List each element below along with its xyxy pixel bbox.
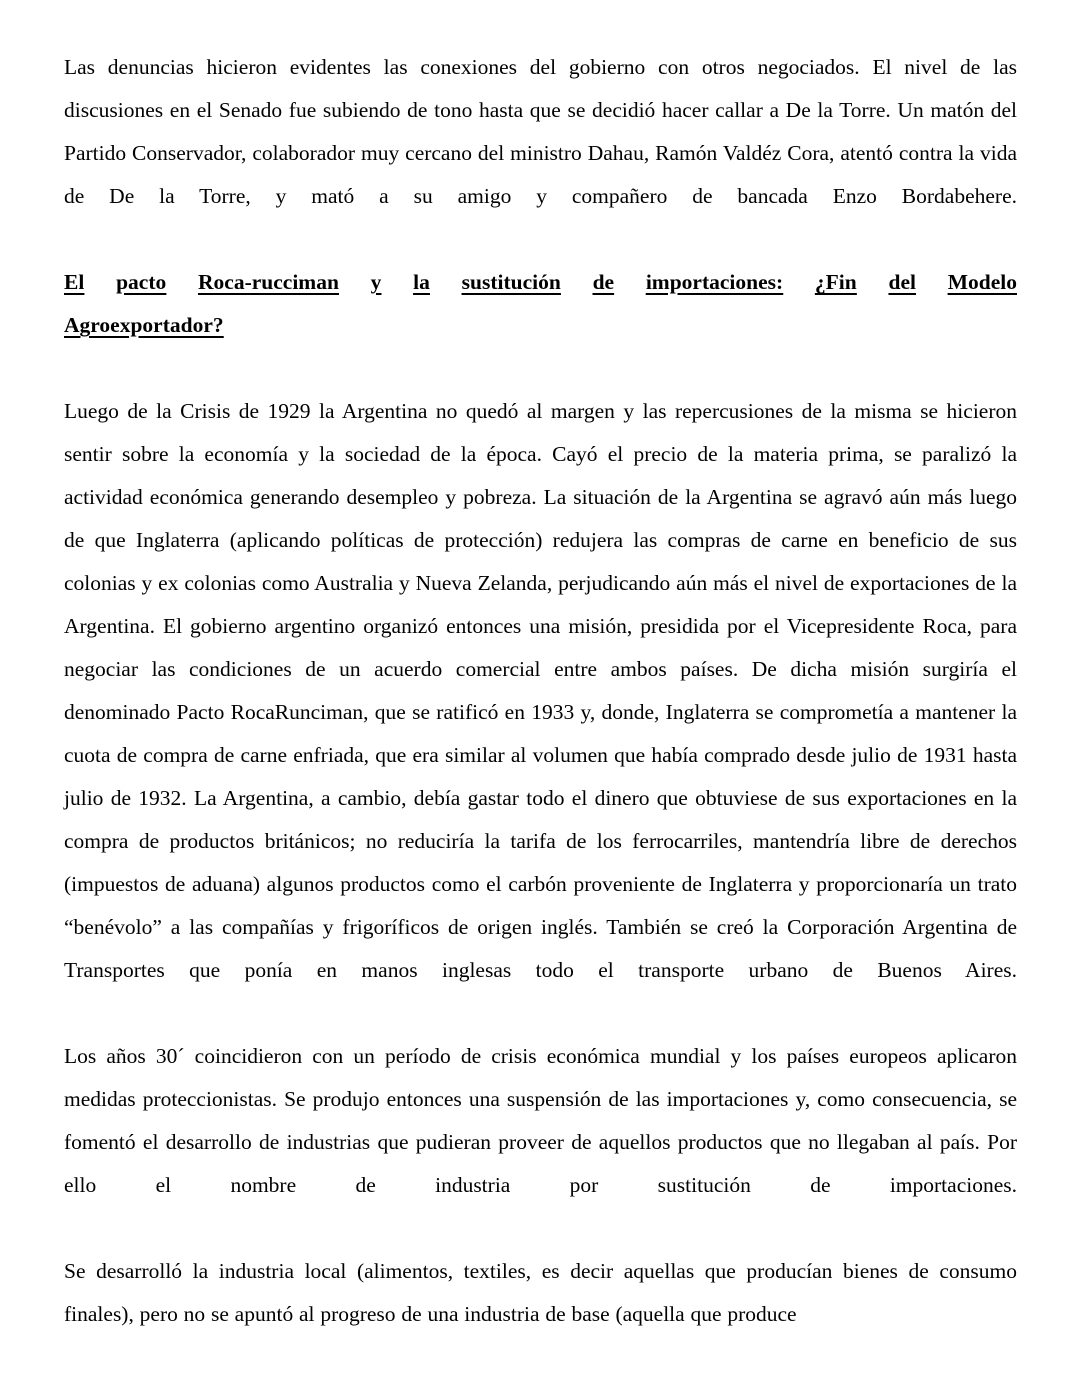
heading-word: del <box>888 270 916 294</box>
paragraph-anios-30: Los años 30´ coincidieron con un período de crisis económica mundial y los países europeos aplicaron medidas proteccionistas. Se produjo entonces una suspensión de las importaciones y, como consecuencia, se fomentó el desarrollo de industrias que pudieran proveer de aquellos productos que no llegaban al país. Por ello el nombre de industria por sustitución de importaciones. <box>64 1044 1017 1197</box>
heading-line-2: Agroexportador? <box>64 313 224 337</box>
heading-line-1 <box>64 261 1017 304</box>
heading-word: la <box>413 270 430 294</box>
paragraph-crisis-1929: Luego de la Crisis de 1929 la Argentina no quedó al margen y las repercusiones de la misma se hicieron sentir sobre la economía y la sociedad de la época. Cayó el precio de la materia prima, se paralizó la actividad económica generando desempleo y pobreza. La situación de la Argentina se agravó aún más luego de que Inglaterra (aplicando políticas de protección) redujera las compras de carne en beneficio de sus colonias y ex colonias como Australia y Nueva Zelanda, perjudicando aún más el nivel de exportaciones de la Argentina. El gobierno argentino organizó entonces una misión, presidida por el Vicepresidente Roca, para negociar las condiciones de un acuerdo comercial entre ambos países. De dicha misión surgiría el denominado Pacto RocaRunciman, que se ratificó en 1933 y, donde, Inglaterra se comprometía a mantener la cuota de compra de carne enfriada, que era similar al volumen que había comprado desde julio de 1931 hasta julio de 1932. La Argentina, a cambio, debía gastar todo el dinero que obtuviese de sus exportaciones en la compra de productos británicos; no reduciría la tarifa de los ferrocarriles, mantendría libre de derechos (impuestos de aduana) algunos productos como el carbón proveniente de Inglaterra y proporcionaría un trato “benévolo” a las compañías y frigoríficos de origen inglés. También se creó la Corporación Argentina de Transportes que ponía en manos inglesas todo el transporte urbano de Buenos Aires. <box>64 399 1017 982</box>
heading-word: importaciones: <box>645 270 784 294</box>
heading-word: El <box>64 270 85 294</box>
heading-word: de <box>592 270 615 294</box>
heading-word: Roca-rucciman <box>198 270 339 294</box>
heading-word: y <box>370 270 382 294</box>
heading-pacto-roca-runciman <box>64 261 1017 390</box>
heading-word: sustitución <box>461 270 561 294</box>
paragraph-denuncias: Las denuncias hicieron evidentes las conexiones del gobierno con otros negociados. El nivel de las discusiones en el Senado fue subiendo de tono hasta que se decidió hacer callar a De la Torre. Un matón del Partido Conservador, colaborador muy cercano del ministro Dahau, Ramón Valdéz Cora, atentó contra la vida de De la Torre, y mató a su amigo y compañero de bancada Enzo Bordabehere. <box>64 55 1017 208</box>
heading-word: ¿Fin <box>814 270 857 294</box>
heading-word: pacto <box>116 270 167 294</box>
heading-word: Modelo <box>947 270 1017 294</box>
document-body <box>64 46 1017 1336</box>
paragraph-industria-local: Se desarrolló la industria local (alimentos, textiles, es decir aquellas que producían bienes de consumo finales), pero no se apuntó al progreso de una industria de base (aquella que produce <box>64 1259 1017 1326</box>
